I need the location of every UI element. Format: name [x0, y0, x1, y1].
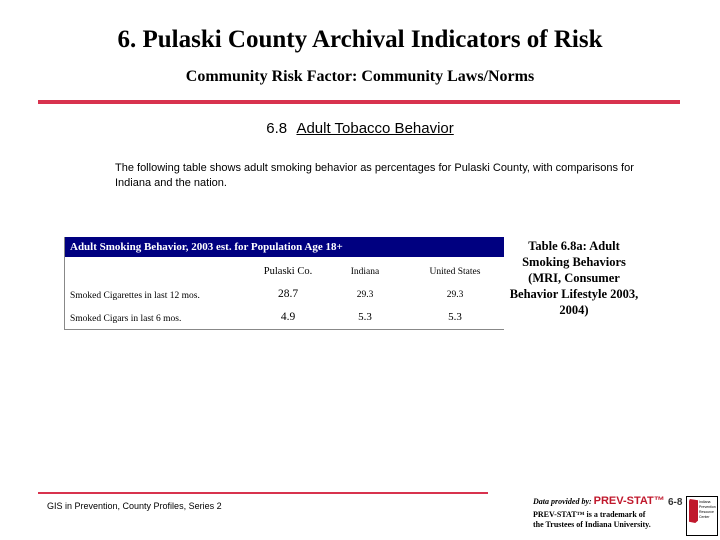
page-subtitle: Community Risk Factor: Community Laws/Norms	[185, 68, 535, 85]
column-header-indiana: Indiana	[350, 267, 380, 277]
cell-cigarettes-indiana: 29.3	[356, 290, 374, 300]
cell-cigars-pulaski: 4.9	[280, 311, 296, 323]
row-label-cigarettes: Smoked Cigarettes in last 12 mos.	[70, 291, 200, 301]
logo-line: Indiana	[699, 500, 711, 504]
cell-cigarettes-pulaski: 28.7	[277, 288, 299, 300]
indiana-state-icon	[689, 499, 698, 523]
provided-by-label: Data provided by:	[533, 497, 592, 506]
cell-cigars-us: 5.3	[448, 311, 462, 323]
row-label-cigars: Smoked Cigars in last 6 mos.	[70, 314, 182, 324]
logo-text	[699, 500, 716, 520]
intro-paragraph: The following table shows adult smoking behavior as percentages for Pulaski County, with comparisons for Indiana and the nation.	[115, 162, 634, 189]
section-number: 6.8	[266, 120, 288, 137]
cell-cigars-indiana: 5.3	[358, 311, 372, 323]
section-title: Adult Tobacco Behavior	[296, 120, 454, 137]
logo-line: Prevention	[699, 505, 716, 509]
page-title: 6. Pulaski County Archival Indicators of Risk	[117, 26, 603, 53]
column-header-us: United States	[429, 267, 481, 277]
page-number: 6-8	[668, 497, 683, 508]
cell-cigarettes-us: 29.3	[446, 290, 464, 300]
smoking-table	[64, 237, 504, 330]
prev-stat-brand: PREV-STAT™	[593, 495, 665, 507]
logo-line: Resource	[699, 510, 714, 514]
indiana-logo	[686, 496, 718, 536]
footer-series-label: GIS in Prevention, County Profiles, Series 2	[47, 501, 222, 511]
trademark-line-1: PREV-STAT™ is a trademark of	[533, 510, 646, 519]
table-caption: Table 6.8a: Adult Smoking Behaviors (MRI, Consumer Behavior Lifestyle 2003, 2004)	[509, 239, 639, 317]
table-title: Adult Smoking Behavior, 2003 est. for Population Age 18+	[65, 237, 504, 257]
logo-line: Center	[699, 515, 710, 519]
data-provider-block	[533, 496, 683, 530]
column-header-pulaski: Pulaski Co.	[263, 266, 313, 277]
footer-divider	[38, 492, 488, 494]
section-heading	[0, 120, 720, 137]
header-divider	[38, 100, 680, 104]
trademark-line-2: the Trustees of Indiana University.	[533, 520, 651, 529]
